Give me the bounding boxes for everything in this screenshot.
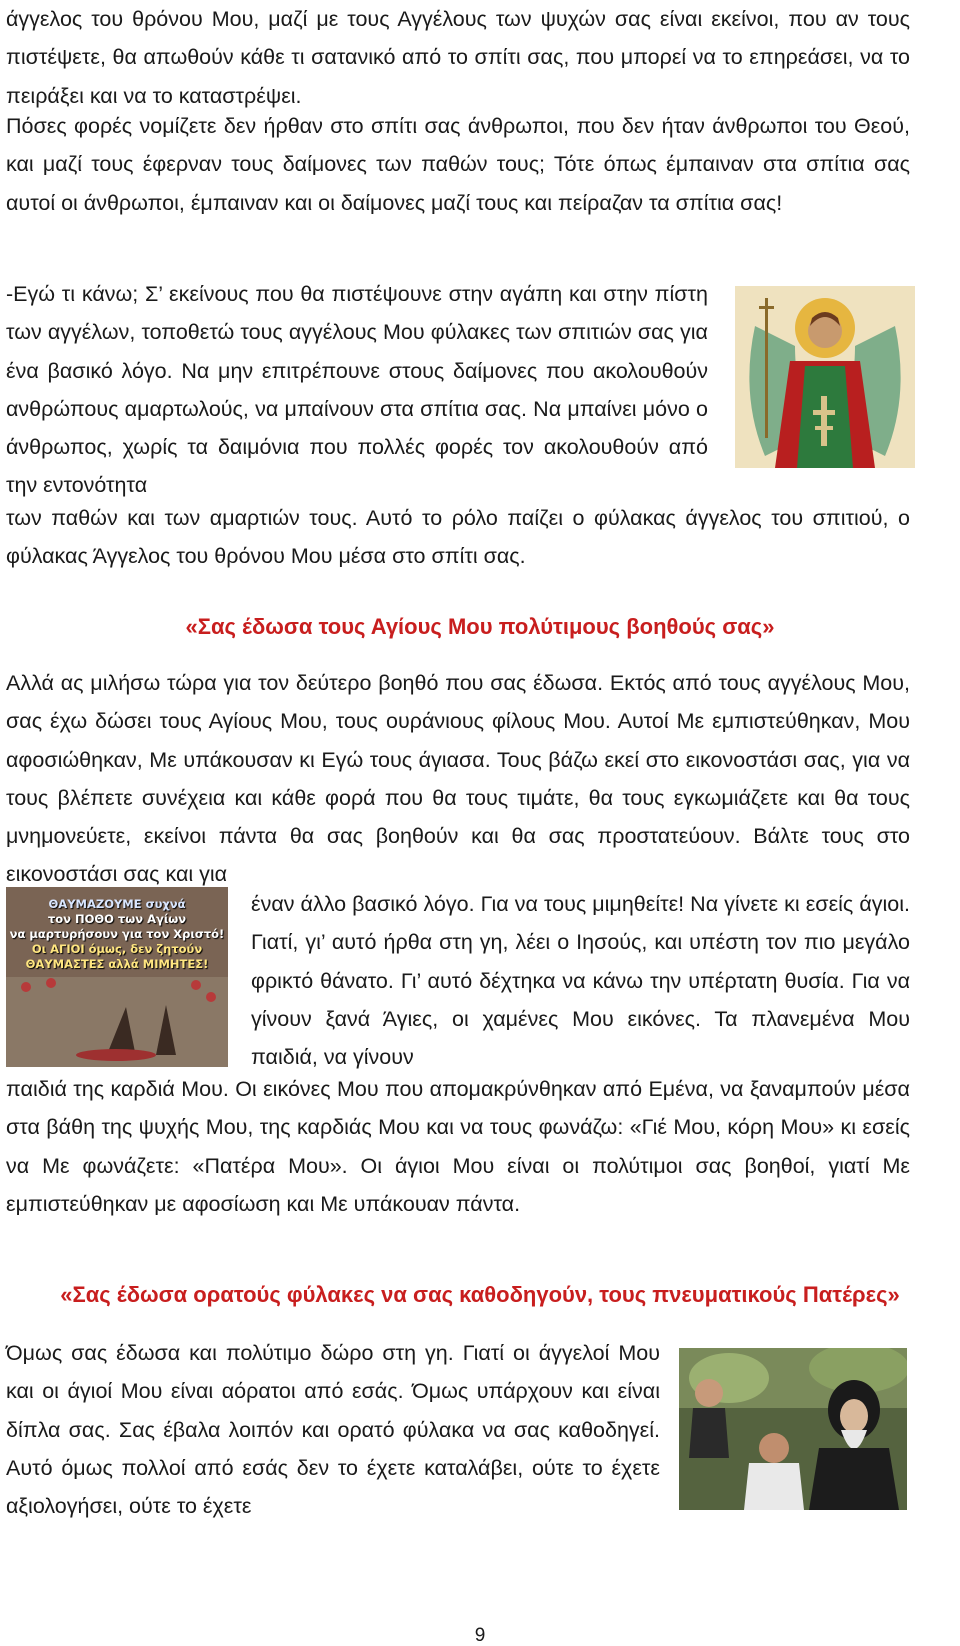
elder-photo-drawing	[679, 1348, 907, 1510]
poster-caption	[6, 887, 228, 972]
paragraph-1: άγγελος του θρόνου Μου, μαζί με τους Αγγέλους των ψυχών σας είναι εκείνοι, που αν τους πιστέψετε, θα απωθούν κάθε τι σατανικό από το σπίτι σας, που μπορεί να το επηρεάσει, να το πειράξει και να το καταστρέψει.	[6, 7, 910, 108]
section-heading-spiritual-fathers: «Σας έδωσα ορατούς φύλακες να σας καθοδηγούν, τους πνευματικούς Πατέρες»	[60, 1282, 900, 1307]
paragraph-3b: των παθών και των αμαρτιών τους. Αυτό το ρόλο παίζει ο φύλακας άγγελος του σπιτιού, ο φύλακας Άγγελος του θρόνου Μου μέσα στο σπίτι σας.	[6, 506, 910, 569]
poster-line-3: να μαρτυρήσουν για τον Χριστό!	[9, 927, 225, 941]
paragraph-4a: Αλλά ας μιλήσω τώρα για τον δεύτερο βοηθό που σας έδωσα. Εκτός από τους αγγέλους Μου, σας έχω δώσει τους Αγίους Μου, τους ουράνιους φίλους Μου. Αυτοί Με εμπιστεύθηκαν, Μου αφοσιώθηκαν, Με υπάκουσαν κι Εγώ τους άγιασα. Τους βάζω εκεί στο εικονοστάσι σας, για να τους βλέπετε συνέχεια και κάθε φορά που θα τους τιμάτε, θα τους εγκωμιάζετε και θα τους μνημονεύετε, εκείνοι πάντα θα σας βοηθούν και θα σας προστατεύουν. Βάλτε τους στο εικονοστάσι σας και για	[6, 671, 910, 887]
martyrs-poster-image	[6, 887, 228, 1067]
poster-line-1: ΘΑΥΜΑΖΟΥΜΕ συχνά	[48, 897, 186, 911]
section-heading-saints: «Σας έδωσα τους Αγίους Μου πολύτιμους βοηθούς σας»	[185, 614, 775, 639]
angel-icon-image	[735, 286, 915, 468]
elder-photo-image	[679, 1348, 907, 1510]
poster-line-5: ΘΑΥΜΑΣΤΕΣ αλλά ΜΙΜΗΤΕΣ!	[25, 957, 209, 971]
poster-line-4: Οι ΑΓΙΟΙ όμως, δεν ζητούν	[31, 942, 203, 956]
poster-line-2: τον ΠΟΘΟ των Αγίων	[47, 912, 187, 926]
paragraph-2: Πόσες φορές νομίζετε δεν ήρθαν στο σπίτι σας άνθρωποι, που δεν ήταν άνθρωποι του Θεού, και μαζί τους έφερναν τους δαίμονες των παθών τους; Τότε όπως έμπαιναν στα σπίτια σας αυτοί οι άνθρωποι, έμπαιναν και οι δαίμονες μαζί τους και πείραζαν τα σπίτια σας!	[6, 114, 910, 215]
angel-icon-drawing	[735, 286, 915, 468]
paragraph-5: Όμως σας έδωσα και πολύτιμο δώρο στη γη. Γιατί οι άγγελοί Μου και οι άγιοί Μου είναι αόρατοι από εσάς. Όμως υπάρχουν και είναι δίπλα σας. Σας έβαλα λοιπόν και ορατό φύλακα να σας καθοδηγεί. Αυτό όμως πολλοί από εσάς δεν το έχετε καταλάβει, ούτε το έχετε αξιολογήσει, ούτε το έχετε	[6, 1341, 660, 1519]
paragraph-3a: -Εγώ τι κάνω; Σ’ εκείνους που θα πιστέψουνε στην αγάπη και στην πίστη των αγγέλων, τοποθετώ τους αγγέλους Μου φύλακες των σπιτιών σας για ένα βασικό λόγο. Να μην επιτρέπουνε στους δαίμονες που ακολουθούν ανθρώπους αμαρτωλούς, να μπαίνουν στα σπίτια σας. Να μπαίνει μόνο ο άνθρωπος, χωρίς τα δαιμόνια που πολλές φορές τον ακολουθούν από την εντονότητα	[6, 282, 708, 498]
paragraph-4c: παιδιά της καρδιά Μου. Οι εικόνες Μου που απομακρύνθηκαν από Εμένα, να ξαναμπούν μέσα στα βάθη της ψυχής Μου, της καρδιάς Μου και να τους φωνάζω: «Γιέ Μου, κόρη Μου» κι εσείς να Με φωνάζετε: «Πατέρα Μου». Οι άγιοι Μου είναι οι πολύτιμοι σας βοηθοί, γιατί Με εμπιστεύθηκαν με αφοσίωση και Με υπάκουαν πάντα.	[6, 1077, 910, 1216]
paragraph-4b: έναν άλλο βασικό λόγο. Για να τους μιμηθείτε! Να γίνετε κι εσείς άγιοι. Γιατί, γι’ αυτό ήρθα στη γη, λέει ο Ιησούς, και υπέστη τον πιο μεγάλο φρικτό θάνατο. Γι’ αυτό δέχτηκα να κάνω την υπέρτατη θυσία. Για να γίνουν ξανά Άγιες, οι χαμένες Μου εικόνες. Τα πλανεμένα Μου παιδιά, να γίνουν	[251, 892, 910, 1070]
page-number: 9	[474, 1625, 486, 1646]
